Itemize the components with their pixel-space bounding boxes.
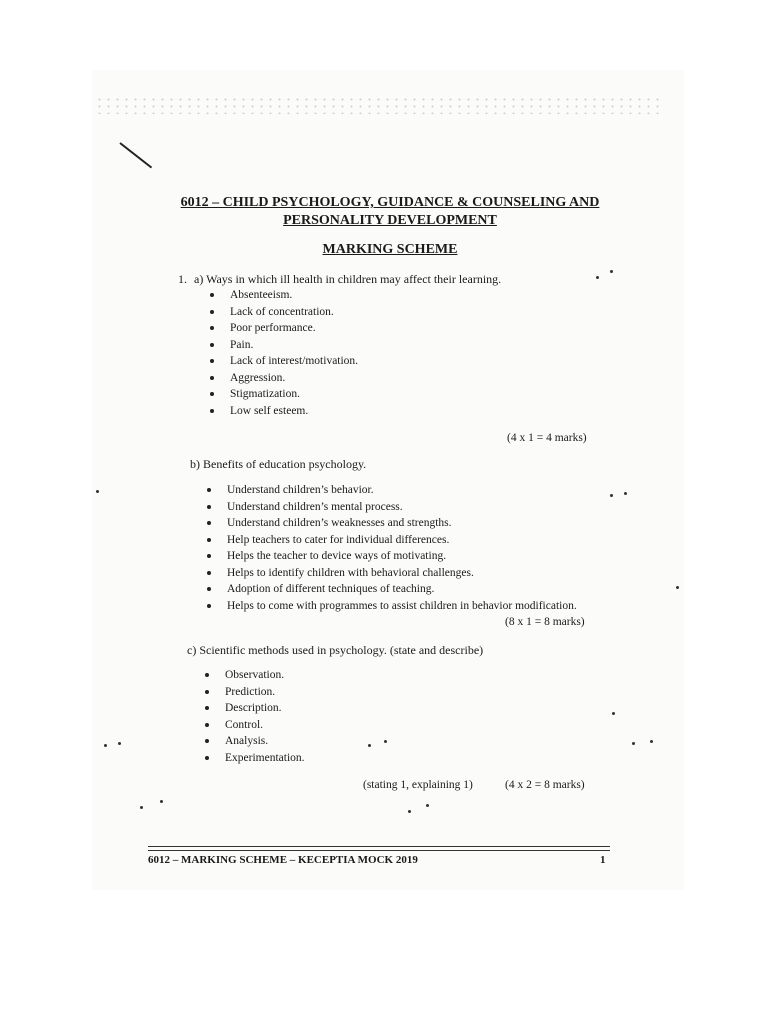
answer-item: Prediction. [205,684,305,701]
scan-speck [118,742,121,745]
answer-item: Helps to come with programmes to assist children in behavior modification. [207,598,577,615]
scan-speck [650,740,653,743]
scan-speck [140,806,143,809]
marking-note-1c: (stating 1, explaining 1) [363,779,473,791]
scan-speck [624,492,627,495]
question-number: 1. [178,272,187,286]
question-1c: c) Scientific methods used in psychology. (state and describe) [187,643,484,657]
scan-speck [610,494,613,497]
answer-item: Understand children’s behavior. [207,482,577,499]
scan-speck [96,490,99,493]
document-title-line1: 6012 – CHILD PSYCHOLOGY, GUIDANCE & COUNSELING AND [180,195,600,210]
answer-item: Helps the teacher to device ways of motivating. [207,548,577,565]
answer-item: Lack of concentration. [210,304,358,321]
scan-noise [95,96,665,114]
scan-speck [368,744,371,747]
answer-item: Lack of interest/motivation. [210,353,358,370]
question-1a: a) Ways in which ill health in children may affect their learning. [194,272,502,286]
scan-speck [612,712,615,715]
answer-item: Adoption of different techniques of teaching. [207,581,577,598]
answer-item: Low self esteem. [210,403,358,420]
answer-item: Description. [205,700,305,717]
document-subtitle: MARKING SCHEME [322,242,458,257]
answer-list-1c [205,667,305,766]
answer-item: Control. [205,717,305,734]
answer-item: Absenteeism. [210,287,358,304]
answer-item: Stigmatization. [210,386,358,403]
answer-item: Aggression. [210,370,358,387]
scan-speck [160,800,163,803]
scan-speck [408,810,411,813]
answer-item: Experimentation. [205,750,305,767]
scanned-page [92,70,684,890]
answer-item: Help teachers to cater for individual differences. [207,532,577,549]
answer-item: Observation. [205,667,305,684]
footer-rule [148,846,610,851]
page-number: 1 [600,854,606,866]
answer-item: Pain. [210,337,358,354]
answer-item: Poor performance. [210,320,358,337]
answer-item: Helps to identify children with behavioral challenges. [207,565,577,582]
answer-item: Understand children’s weaknesses and strengths. [207,515,577,532]
scan-speck [632,742,635,745]
document-title-line2: PERSONALITY DEVELOPMENT [283,213,497,228]
scan-speck [610,270,613,273]
scan-speck [104,744,107,747]
scan-speck [676,586,679,589]
answer-item: Analysis. [205,733,305,750]
question-1b: b) Benefits of education psychology. [190,457,367,471]
answer-list-1b [207,482,577,614]
answer-list-1a [210,287,358,419]
answer-item: Understand children’s mental process. [207,499,577,516]
footer-text: 6012 – MARKING SCHEME – KECEPTIA MOCK 2019 [148,854,418,866]
scan-speck [384,740,387,743]
marks-1c: (4 x 2 = 8 marks) [505,779,585,791]
scan-speck [596,276,599,279]
scan-speck [426,804,429,807]
marks-1a: (4 x 1 = 4 marks) [507,432,587,444]
marks-1b: (8 x 1 = 8 marks) [505,616,585,628]
